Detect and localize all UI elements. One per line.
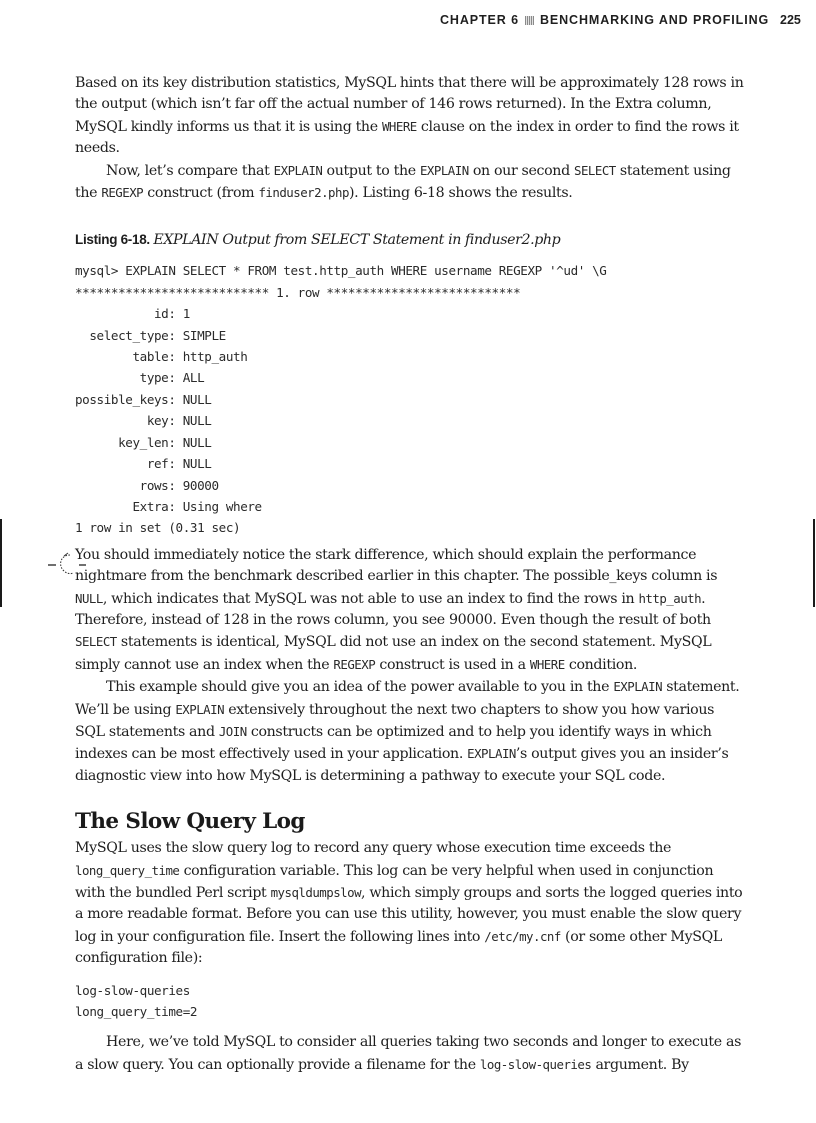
running-head-title	[440, 13, 769, 27]
separator-block-icon	[525, 16, 534, 25]
paragraph: Based on its key distribution statistics, MySQL hints that there will be approximately 128 rows in the output (which isn’t far off the actual number of 146 rows returned). In the Extra column, MySQL kindly informs us that it is using the WHERE clause on the index in order to find the rows it needs.	[75, 75, 744, 157]
page-body	[75, 73, 745, 1076]
margin-mark-right	[813, 519, 815, 607]
margin-mark-left	[0, 519, 2, 607]
paragraph: This example should give you an idea of the power available to you in the EXPLAIN statement. We’ll be using EXPLAIN extensively throughout the next two chapters to show you how various SQL statements and JOIN constructs can be optimized and to help you identify ways in which indexes can be most effectively used in your application. EXPLAIN’s output gives you an insider’s diagnostic view into how MySQL is determining a pathway to execute your SQL code.	[75, 679, 740, 784]
listing-caption-text: EXPLAIN Output from SELECT Statement in finduser2.php	[153, 232, 561, 249]
page-number: 225	[780, 13, 801, 27]
config-code-block: log-slow-queries long_query_time=2	[75, 982, 198, 1020]
paragraph: Now, let’s compare that EXPLAIN output to the EXPLAIN on our second SELECT statement using the REGEXP construct (from finduser2.php). Listing 6-18 shows the results.	[75, 162, 731, 202]
running-head	[0, 13, 816, 31]
chapter-title: BENCHMARKING AND PROFILING	[539, 13, 770, 27]
code-listing: mysql> EXPLAIN SELECT * FROM test.http_auth WHERE username REGEXP '^ud' \G *************************** 1. row *************************** id: 1 select_type: SIMPLE table: http_auth type: ALL possible_keys: NULL key: NULL key_len: NULL ref: NULL rows: 90000 Extra: Using where 1 row in set (0.31 sec)	[75, 263, 607, 536]
paragraph: MySQL uses the slow query log to record any query whose execution time exceeds the long_query_time configuration variable. This log can be very helpful when used in conjunction with the bundled Perl script mysqldumpslow, which simply groups and sorts the logged queries into a more readable format. Before you can use this utility, however, you must enable the slow query log in your configuration file. Insert the following lines into /etc/my.cnf (or some other MySQL configuration file):	[75, 840, 743, 967]
listing-label: Listing 6-18.	[75, 232, 150, 248]
paragraph: You should immediately notice the stark difference, which should explain the performance nightmare from the benchmark described earlier in this chapter. The possible_keys column is NULL, which indicates that MySQL was not able to use an index to find the rows in http_auth. Therefore, instead of 128 in the rows column, you see 90000. Even though the result of both SELECT statements is identical, MySQL did not use an index on the second statement. MySQL simply cannot use an index when the REGEXP construct is used in a WHERE condition.	[75, 546, 718, 673]
paragraph: Here, we’ve told MySQL to consider all queries taking two seconds and longer to execute as a slow query. You can optionally provide a filename for the log-slow-queries argument. By	[75, 1034, 742, 1073]
listing-caption	[75, 230, 745, 251]
chapter-label: CHAPTER 6	[440, 13, 519, 27]
section-heading: The Slow Query Log	[75, 809, 305, 835]
